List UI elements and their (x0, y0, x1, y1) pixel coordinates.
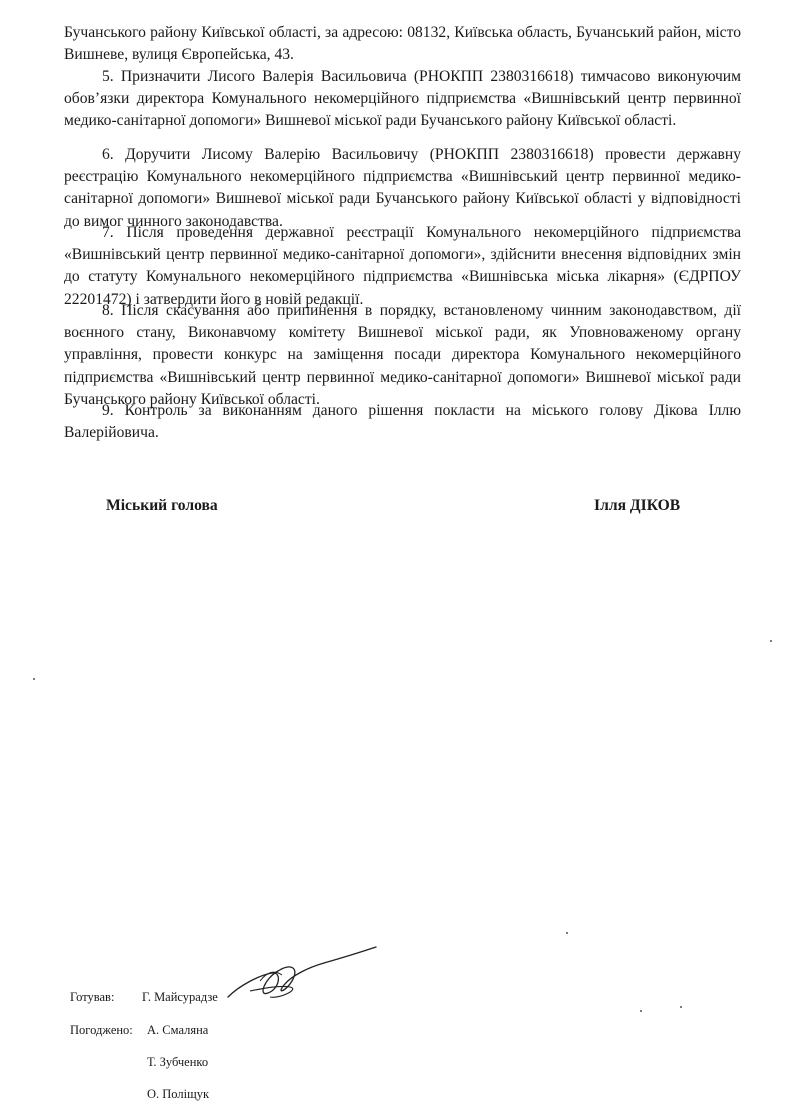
agreed-name-1: А. Смаляна (147, 1023, 209, 1037)
scan-speck (566, 932, 568, 934)
paragraph-item-6-text: 6. Доручити Лисому Валерію Васильовичу (РНОКПП 2380316618) провести державну реєстрацію Комунального некомерційного підприємства «Вишнівський центр первинної медико-санітарної допомоги» Вишневої міської ради Бучанського району Київської області у відповідності до вимог чинного законодавства. (64, 146, 741, 230)
paragraph-item-9 (64, 400, 741, 444)
paragraph-item-5-text: 5. Призначити Лисого Валерія Васильовича (РНОКПП 2380316618) тимчасово виконуючим обов’язки директора Комунального некомерційного підприємства «Вишнівський центр первинної медико-санітарної допомоги» Вишневої міської ради Бучанського району Київської області. (64, 68, 741, 130)
paragraph-item-8 (64, 300, 741, 411)
paragraph-item-7-text: 7. Після проведення державної реєстрації Комунального некомерційного підприємства «Вишнівський центр первинної медико-санітарної допомоги», здійснити внесення відповідних змін до статуту Комунального некомерційного підприємства «Вишнівська міська лікарня» (ЄДРПОУ 22201472) і затвердити його в новій редакції. (64, 224, 741, 308)
agreed-name-3: О. Поліщук (147, 1087, 210, 1101)
paragraph-continuation: Бучанського району Київської області, за адресою: 08132, Київська область, Бучанський район, місто Вишневе, вулиця Європейська, 43. (64, 24, 741, 64)
scan-speck (33, 678, 35, 680)
scan-speck (770, 640, 772, 642)
handwritten-signature (220, 945, 380, 1015)
paragraph-item-9-text: 9. Контроль за виконанням даного рішення покласти на міського голову Дікова Іллю Валерійовича. (64, 402, 741, 442)
paragraph-item-6 (64, 144, 741, 233)
signature-position: Міський голова (106, 497, 218, 514)
prepared-name: Г. Майсурадзе (142, 990, 218, 1004)
agreed-label: Погоджено: (70, 1023, 133, 1037)
paragraph-item-8-text: 8. Після скасування або припинення в порядку, встановленому чинним законодавством, дії воєнного стану, Виконавчому комітету Вишневої міської ради, як Уповноваженому органу управління, провести конкурс на заміщення посади директора Комунального некомерційного підприємства «Вишнівський центр первинної медико-санітарної допомоги» Вишневої міської ради Бучанського району Київської області. (64, 302, 741, 408)
scan-speck (680, 1006, 682, 1008)
scan-speck (640, 1010, 642, 1012)
prepared-label: Готував: (70, 990, 115, 1004)
agreed-name-2: Т. Зубченко (147, 1055, 209, 1069)
paragraph-item-5 (64, 66, 741, 133)
paragraph-item-7 (64, 222, 741, 311)
signature-name: Ілля ДІКОВ (594, 497, 681, 514)
